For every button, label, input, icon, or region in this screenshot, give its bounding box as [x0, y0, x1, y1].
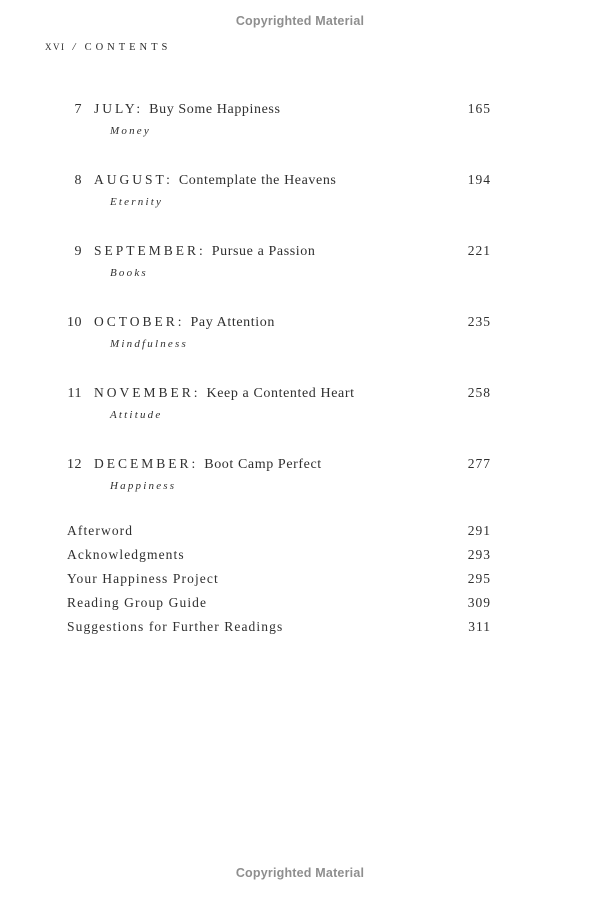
page-number: 277 — [467, 456, 491, 471]
page-number: 194 — [467, 172, 491, 187]
toc-entry-row — [67, 313, 491, 331]
toc-entry-row — [67, 100, 491, 118]
chapter-heading — [94, 455, 468, 473]
chapter-subtitle: Attitude — [110, 409, 163, 421]
toc-entry-row — [67, 171, 491, 189]
toc-entry — [67, 100, 491, 171]
chapter-title: Contemplate the Heavens — [178, 173, 337, 188]
back-matter-item — [67, 595, 491, 619]
toc-entry-row — [67, 384, 491, 402]
toc-entry — [67, 313, 491, 384]
chapter-month: NOVEMBER: — [94, 385, 201, 400]
page-number: 165 — [467, 101, 491, 116]
chapter-number: 11 — [67, 386, 82, 401]
chapter-number: 8 — [74, 173, 82, 188]
chapter-title: Boot Camp Perfect — [204, 457, 322, 472]
page-number: 221 — [467, 243, 491, 258]
back-matter-list — [67, 523, 491, 643]
chapter-subtitle: Happiness — [110, 480, 177, 492]
back-matter-page: 293 — [467, 547, 491, 562]
chapter-month: AUGUST: — [94, 172, 173, 187]
chapter-heading — [94, 100, 468, 118]
chapter-heading — [94, 171, 468, 189]
toc-entry-row — [67, 455, 491, 473]
chapter-subtitle: Mindfulness — [110, 338, 188, 350]
chapter-heading — [94, 313, 468, 331]
page-number: 258 — [467, 385, 491, 400]
back-matter-page: 311 — [468, 619, 491, 634]
chapter-month: OCTOBER: — [94, 314, 185, 329]
toc-entry — [67, 242, 491, 313]
chapter-heading — [94, 242, 468, 260]
back-matter-item — [67, 619, 491, 643]
chapter-number: 10 — [67, 315, 82, 330]
chapter-number: 12 — [67, 457, 82, 472]
chapter-heading — [94, 384, 468, 402]
chapter-subtitle: Money — [110, 125, 151, 137]
chapter-title: Keep a Contented Heart — [206, 386, 355, 401]
chapter-subtitle: Eternity — [110, 196, 164, 208]
back-matter-page: 291 — [467, 523, 491, 538]
folio-page-label: xvi — [45, 39, 66, 53]
chapter-title: Pursue a Passion — [211, 244, 316, 259]
back-matter-title: Acknowledgments — [67, 547, 185, 562]
table-of-contents — [67, 100, 491, 526]
page-number: 235 — [467, 314, 491, 329]
toc-entry — [67, 384, 491, 455]
back-matter-page: 309 — [467, 595, 491, 610]
copyright-banner-bottom: Copyrighted Material — [235, 866, 365, 880]
chapter-number: 7 — [74, 102, 82, 117]
chapter-month: SEPTEMBER: — [94, 243, 206, 258]
back-matter-title: Your Happiness Project — [67, 571, 219, 586]
back-matter-item — [67, 571, 491, 595]
back-matter-title: Suggestions for Further Readings — [67, 619, 284, 634]
back-matter-page: 295 — [467, 571, 491, 586]
back-matter-title: Afterword — [67, 523, 134, 538]
section-title: CONTENTS — [84, 42, 172, 53]
chapter-number: 9 — [74, 244, 82, 259]
toc-entry-row — [67, 242, 491, 260]
running-head — [45, 39, 171, 54]
back-matter-item — [67, 523, 491, 547]
chapter-title: Pay Attention — [190, 315, 275, 330]
chapter-month: DECEMBER: — [94, 456, 199, 471]
chapter-month: JULY: — [94, 101, 144, 116]
toc-entry — [67, 171, 491, 242]
toc-entry — [67, 455, 491, 526]
chapter-subtitle: Books — [110, 267, 148, 279]
copyright-banner-top: Copyrighted Material — [235, 14, 365, 28]
running-head-separator: / — [72, 41, 76, 53]
chapter-title: Buy Some Happiness — [149, 102, 281, 117]
back-matter-title: Reading Group Guide — [67, 595, 208, 610]
back-matter-item — [67, 547, 491, 571]
